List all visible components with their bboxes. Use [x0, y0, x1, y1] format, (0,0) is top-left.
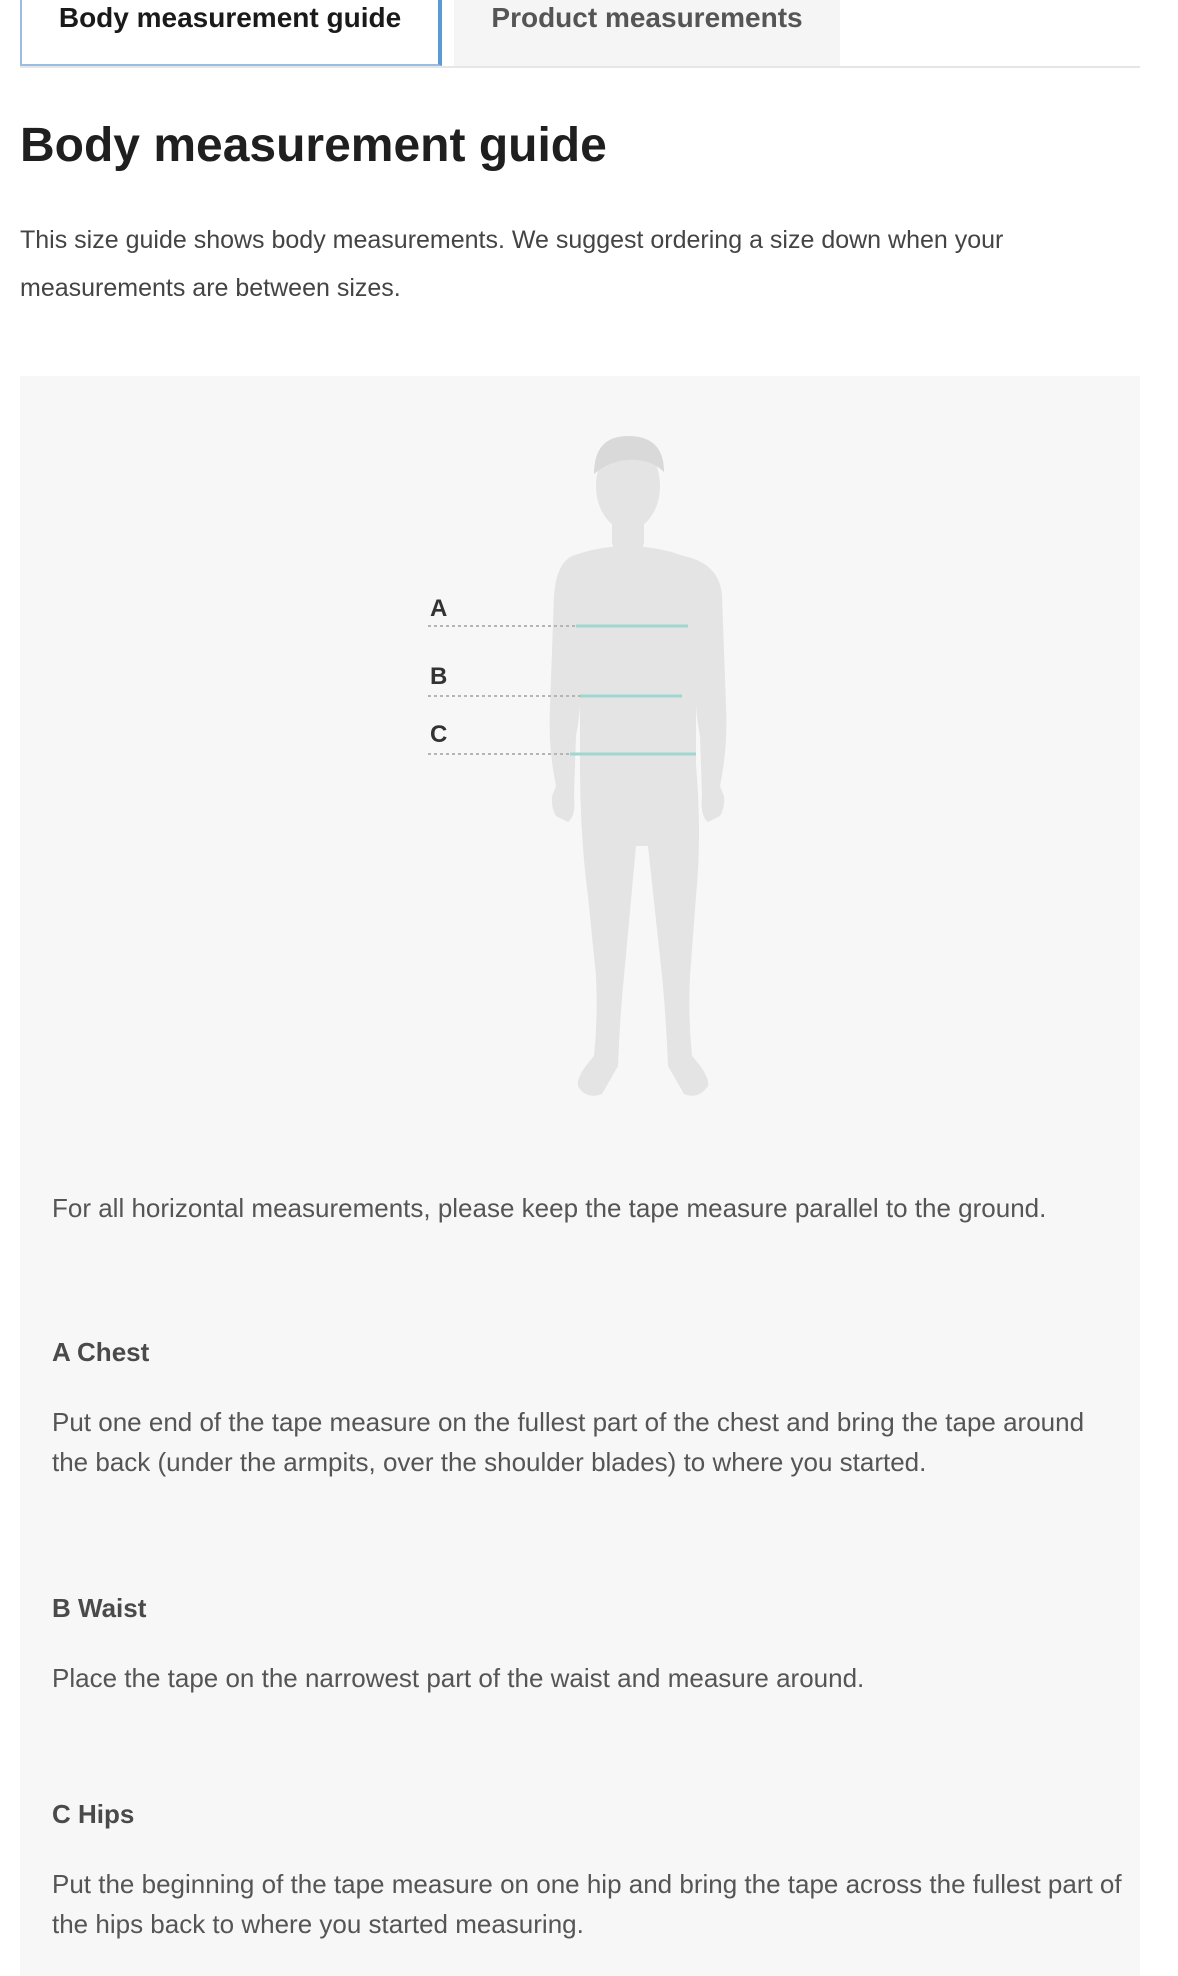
body-figure	[20, 376, 1140, 1136]
body-silhouette	[550, 436, 727, 1096]
chest-text: Put one end of the tape measure on the fullest part of the chest and bring the tape around the back (under the armpits, over the shoulder blades) to where you started.	[52, 1407, 1085, 1477]
label-a: A	[430, 595, 448, 622]
hips-text: Put the beginning of the tape measure on one hip and bring the tape across the fullest part of the hips back to where you started measuring.	[52, 1869, 1122, 1939]
hips-heading: C Hips	[52, 1799, 135, 1829]
chest-heading: A Chest	[52, 1337, 150, 1367]
page-title: Body measurement guide	[20, 119, 607, 172]
horizontal-note: For all horizontal measurements, please keep the tape measure parallel to the ground.	[52, 1193, 1047, 1223]
tab-label: Product measurements	[491, 2, 803, 33]
waist-heading: B Waist	[52, 1593, 147, 1623]
tab-product-measurements[interactable]	[454, 0, 840, 66]
label-c: C	[430, 721, 448, 748]
tab-label: Body measurement guide	[58, 2, 402, 33]
measurement-panel	[20, 376, 1140, 1976]
waist-text: Place the tape on the narrowest part of the waist and measure around.	[52, 1663, 865, 1693]
tab-body-measurement-guide[interactable]	[20, 0, 442, 66]
intro-text: This size guide shows body measurements. We suggest ordering a size down when your measurements are between sizes.	[20, 226, 1004, 302]
tab-bar	[20, 0, 1140, 68]
label-b: B	[430, 663, 448, 690]
